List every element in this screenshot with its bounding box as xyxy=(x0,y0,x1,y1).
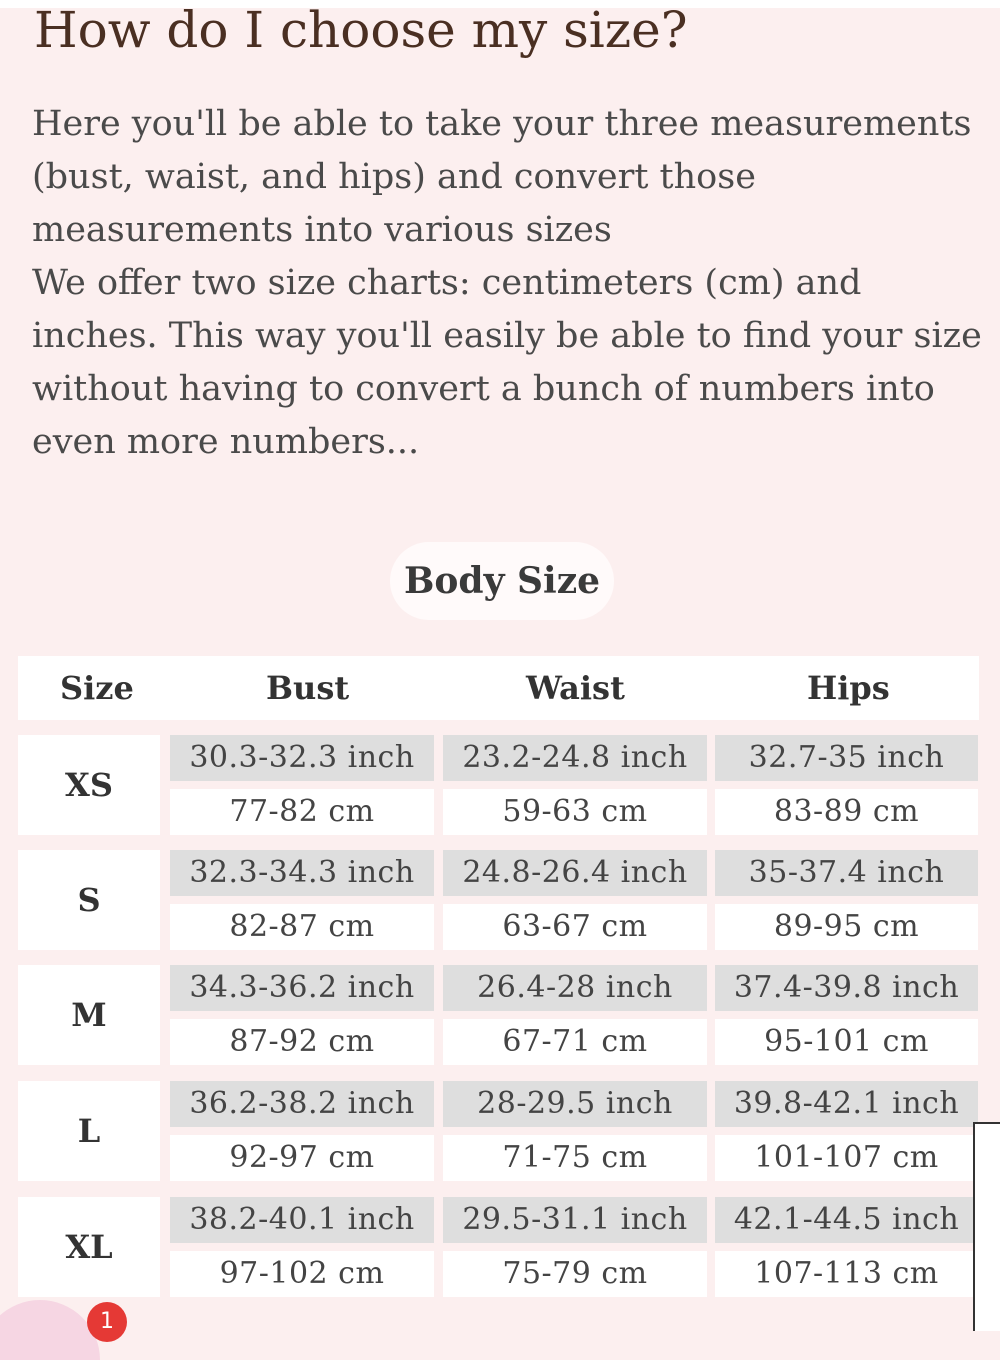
bust-cm-cell: 77-82 cm xyxy=(170,789,434,835)
bust-cm-cell: 92-97 cm xyxy=(170,1135,434,1181)
bust-cm-cell: 82-87 cm xyxy=(170,904,434,950)
hips-cm-cell: 107-113 cm xyxy=(715,1251,978,1297)
intro-paragraph-2: We offer two size charts: centimeters (cm) and inches. This way you'll easily be able to find your size without having to convert a bunch of numbers into even more numbers... xyxy=(32,263,982,462)
size-table-header xyxy=(18,656,979,720)
header-waist: Waist xyxy=(526,669,625,707)
hips-inch-cell: 32.7-35 inch xyxy=(715,735,978,781)
bust-cm-cell: 97-102 cm xyxy=(170,1251,434,1297)
waist-cm-cell: 67-71 cm xyxy=(443,1019,707,1065)
waist-cm-cell: 59-63 cm xyxy=(443,789,707,835)
bust-inch-cell: 36.2-38.2 inch xyxy=(170,1081,434,1127)
body-size-tab[interactable]: Body Size xyxy=(390,542,614,620)
waist-inch-cell: 23.2-24.8 inch xyxy=(443,735,707,781)
bust-inch-cell: 32.3-34.3 inch xyxy=(170,850,434,896)
chat-widget-button[interactable] xyxy=(0,1300,100,1360)
waist-cm-cell: 71-75 cm xyxy=(443,1135,707,1181)
hips-inch-cell: 35-37.4 inch xyxy=(715,850,978,896)
size-row-xs xyxy=(18,735,980,835)
size-label: L xyxy=(18,1081,160,1181)
size-row-m xyxy=(18,965,980,1065)
waist-cm-cell: 75-79 cm xyxy=(443,1251,707,1297)
header-size: Size xyxy=(60,669,134,707)
header-hips: Hips xyxy=(807,669,890,707)
intro-paragraph-1: Here you'll be able to take your three measurements (bust, waist, and hips) and convert those measurements into various sizes xyxy=(32,104,972,250)
bust-inch-cell: 34.3-36.2 inch xyxy=(170,965,434,1011)
size-label: XS xyxy=(18,735,160,835)
waist-inch-cell: 28-29.5 inch xyxy=(443,1081,707,1127)
size-label: M xyxy=(18,965,160,1065)
overlay-panel-edge xyxy=(973,1122,1000,1331)
notification-badge[interactable]: 1 xyxy=(87,1302,127,1342)
intro-text xyxy=(32,98,982,469)
bust-cm-cell: 87-92 cm xyxy=(170,1019,434,1065)
size-label: XL xyxy=(18,1197,160,1297)
waist-inch-cell: 24.8-26.4 inch xyxy=(443,850,707,896)
size-row-xl xyxy=(18,1197,980,1297)
size-label: S xyxy=(18,850,160,950)
size-row-s xyxy=(18,850,980,950)
bust-inch-cell: 30.3-32.3 inch xyxy=(170,735,434,781)
waist-cm-cell: 63-67 cm xyxy=(443,904,707,950)
hips-cm-cell: 95-101 cm xyxy=(715,1019,978,1065)
hips-cm-cell: 83-89 cm xyxy=(715,789,978,835)
hips-inch-cell: 39.8-42.1 inch xyxy=(715,1081,978,1127)
hips-cm-cell: 89-95 cm xyxy=(715,904,978,950)
waist-inch-cell: 26.4-28 inch xyxy=(443,965,707,1011)
page-title: How do I choose my size? xyxy=(34,1,688,59)
bust-inch-cell: 38.2-40.1 inch xyxy=(170,1197,434,1243)
hips-inch-cell: 42.1-44.5 inch xyxy=(715,1197,978,1243)
waist-inch-cell: 29.5-31.1 inch xyxy=(443,1197,707,1243)
hips-cm-cell: 101-107 cm xyxy=(715,1135,978,1181)
hips-inch-cell: 37.4-39.8 inch xyxy=(715,965,978,1011)
size-row-l xyxy=(18,1081,980,1181)
header-bust: Bust xyxy=(266,669,350,707)
